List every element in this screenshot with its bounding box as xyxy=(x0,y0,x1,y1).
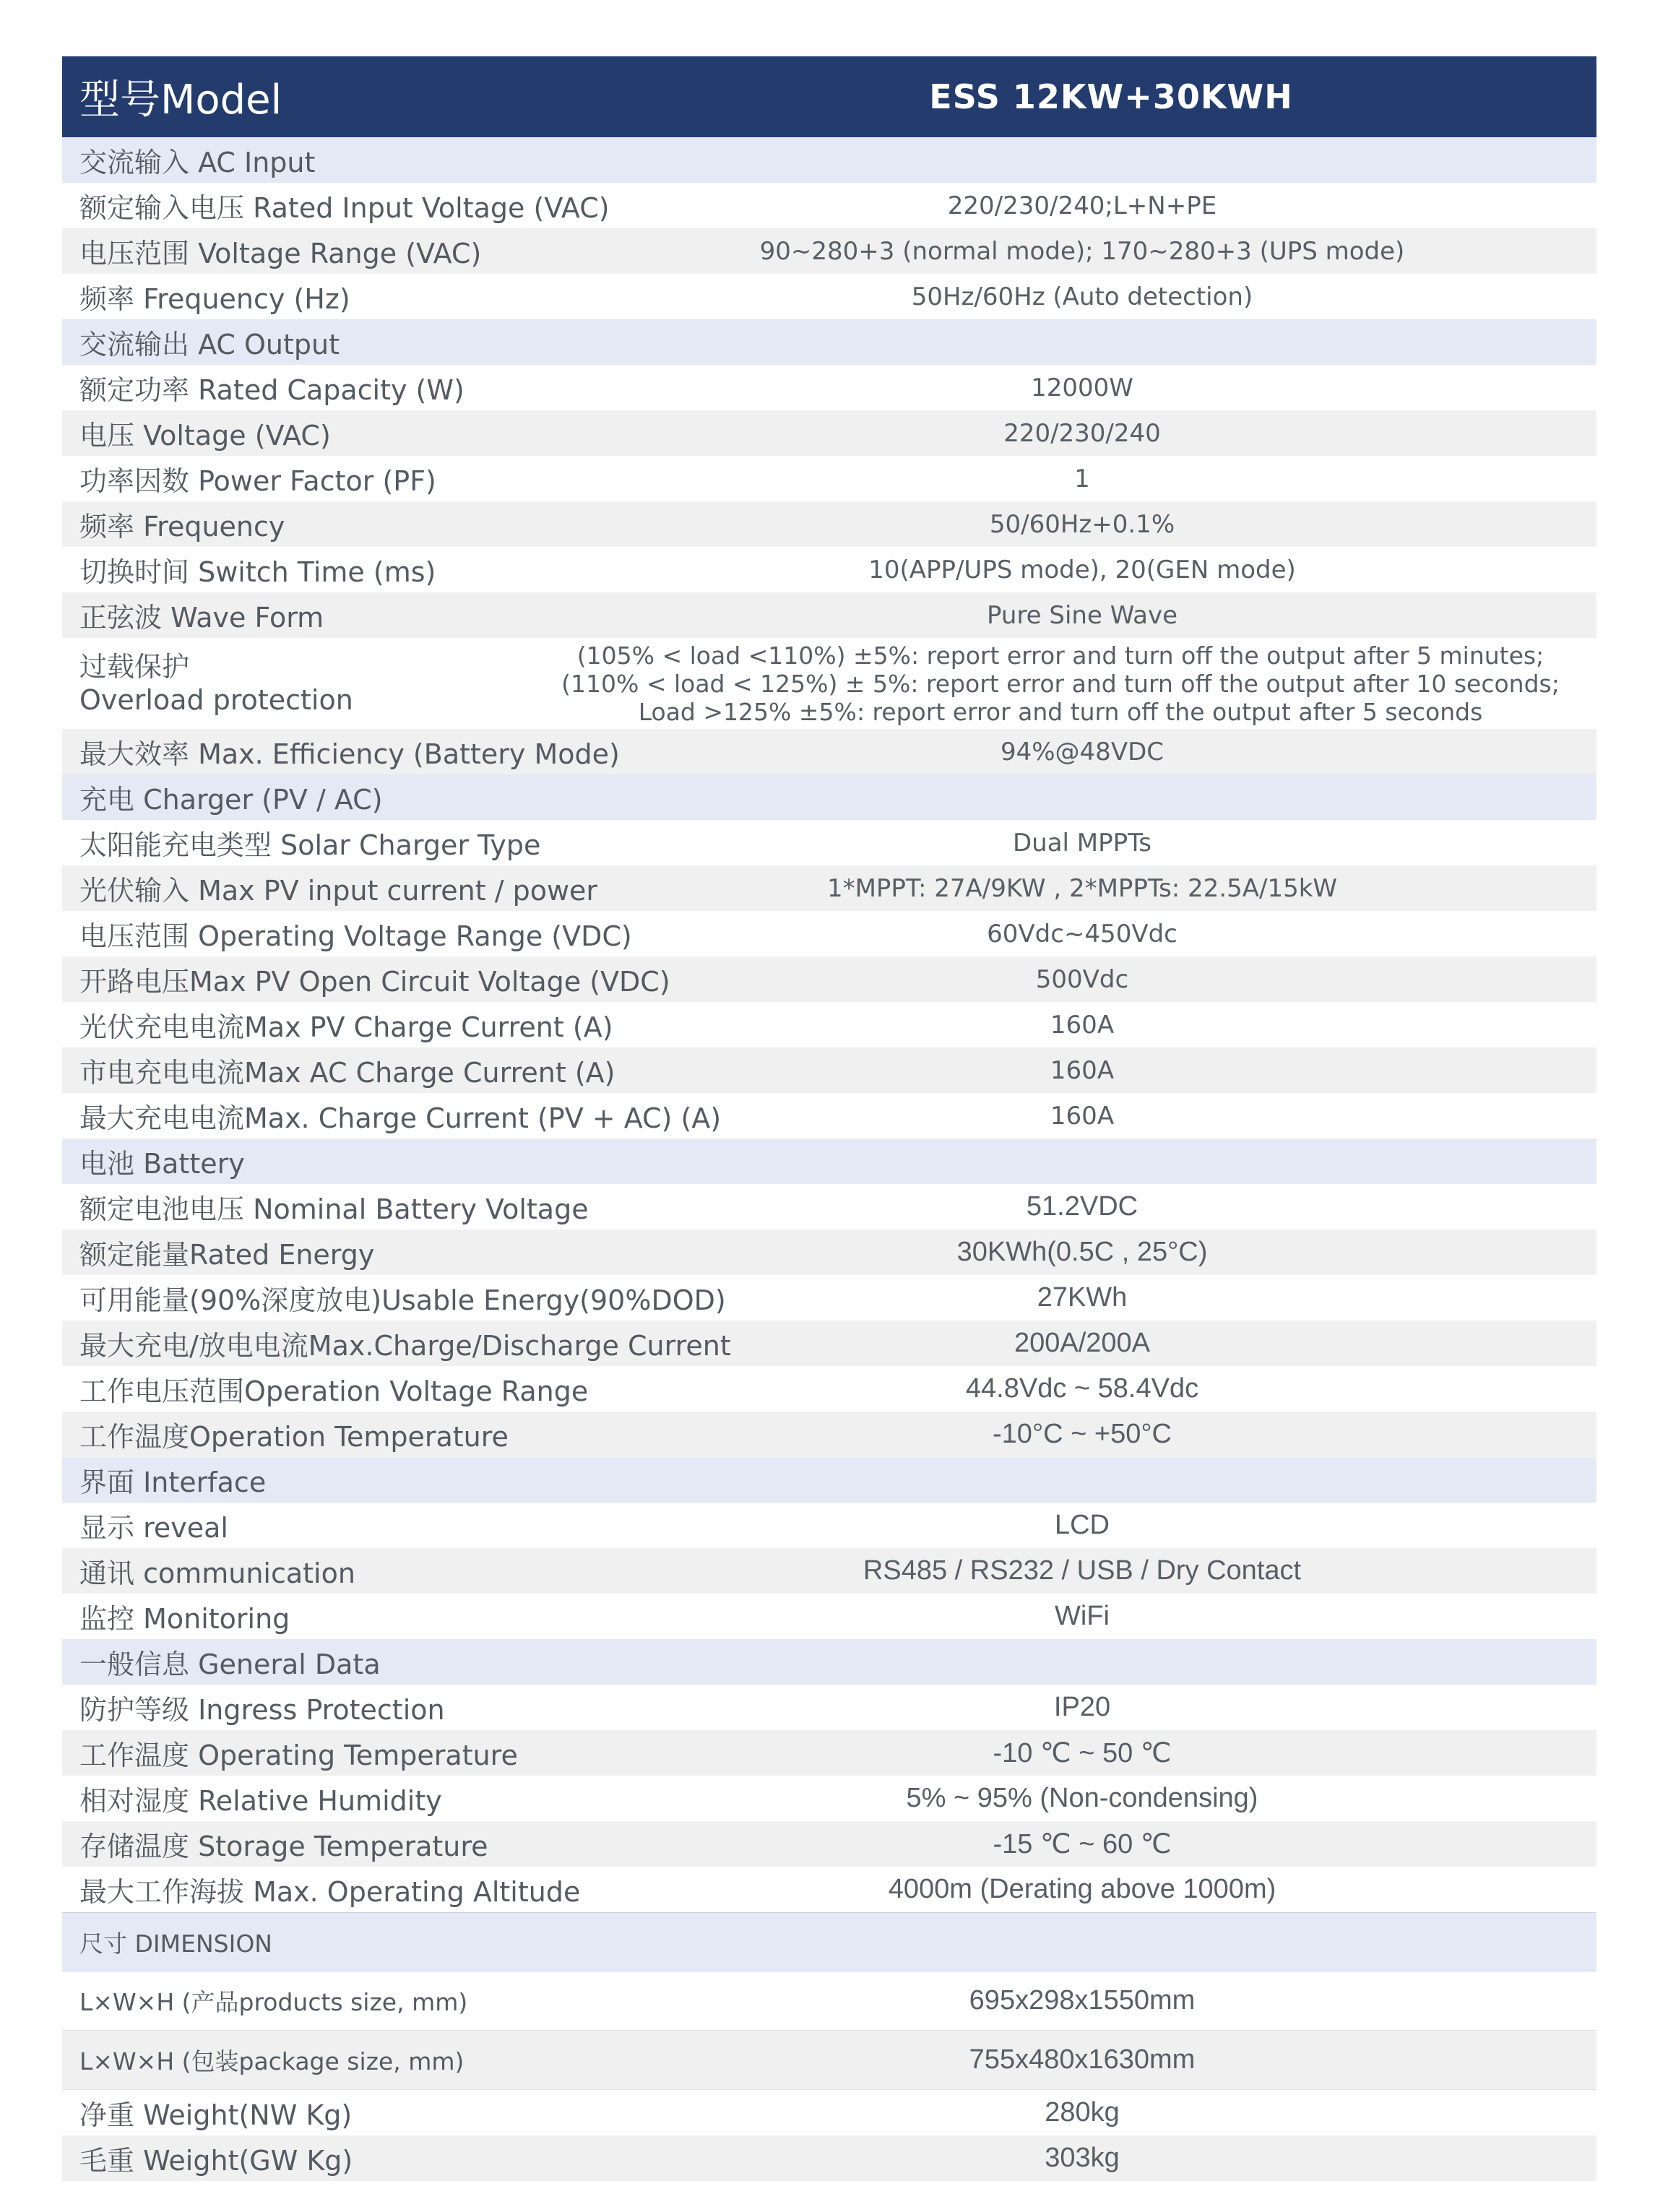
spec-row-frequency-hz xyxy=(62,274,1596,319)
spec-label: 额定电池电压 Nominal Battery Voltage xyxy=(79,1193,589,1225)
overload-rule-line: Load >125% ±5%: report error and turn off the output after 5 seconds xyxy=(638,697,1483,726)
spec-value: 220/230/240;L+N+PE xyxy=(947,191,1217,220)
spec-value: 44.8Vdc ~ 58.4Vdc xyxy=(965,1373,1199,1404)
spec-value: 27KWh xyxy=(1037,1282,1128,1313)
spec-value: 200A/200A xyxy=(1014,1328,1151,1358)
spec-row-solar-charger-type xyxy=(62,820,1596,865)
spec-row-voltage-vac xyxy=(62,410,1596,456)
spec-label: 额定功率 Rated Capacity (W) xyxy=(79,374,464,406)
spec-row-nominal-battery-voltage xyxy=(62,1184,1596,1230)
spec-row-operation-temperature xyxy=(62,1412,1596,1457)
spec-value: IP20 xyxy=(1053,1692,1111,1722)
model-header xyxy=(62,56,1596,137)
spec-value: 755x480x1630mm xyxy=(969,2044,1196,2075)
spec-row-voltage-range-vac xyxy=(62,228,1596,274)
spec-row-max-charge-current-pv-ac-a xyxy=(62,1093,1596,1139)
section-title: 界面 Interface xyxy=(79,1466,267,1498)
section-header-general-data xyxy=(62,1639,1596,1685)
overload-rule-line: (105% < load <110%) ±5%: report error and turn off the output after 5 minutes; xyxy=(576,641,1544,670)
spec-label: 相对湿度 Relative Humidity xyxy=(79,1785,442,1817)
section-header-battery xyxy=(62,1139,1596,1184)
section-title: 充电 Charger (PV / AC) xyxy=(79,784,383,816)
spec-label: 最大充电电流Max. Charge Current (PV + AC) (A) xyxy=(79,1102,722,1134)
spec-value: -10 ℃ ~ 50 ℃ xyxy=(993,1738,1172,1768)
spec-label: L×W×H (包装package size, mm) xyxy=(79,2047,464,2075)
spec-row-switch-time-ms xyxy=(62,547,1596,592)
spec-value: 30KWh(0.5C , 25°C) xyxy=(956,1237,1208,1267)
spec-label: 额定输入电压 Rated Input Voltage (VAC) xyxy=(79,192,610,224)
spec-label: 太阳能充电类型 Solar Charger Type xyxy=(79,829,541,861)
spec-value: 303kg xyxy=(1045,2143,1120,2173)
spec-row-l-w-h-products-size-mm xyxy=(62,1971,1596,2031)
spec-label: 电压范围 Voltage Range (VAC) xyxy=(79,238,482,269)
spec-row-l-w-h-package-size-mm xyxy=(62,2031,1596,2090)
spec-row-storage-temperature xyxy=(62,1821,1596,1867)
spec-row-operating-voltage-range-vdc xyxy=(62,911,1596,956)
spec-label: 工作温度Operation Temperature xyxy=(79,1421,509,1453)
spec-row-communication xyxy=(62,1548,1596,1594)
spec-value: 50Hz/60Hz (Auto detection) xyxy=(911,282,1253,311)
spec-label: 电压范围 Operating Voltage Range (VDC) xyxy=(79,920,632,952)
spec-value: 5% ~ 95% (Non-condensing) xyxy=(906,1783,1258,1813)
spec-value: 51.2VDC xyxy=(1026,1191,1138,1222)
spec-label: 电压 Voltage (VAC) xyxy=(79,420,331,452)
spec-value: 60Vdc~450Vdc xyxy=(987,919,1177,949)
spec-label: 通讯 communication xyxy=(79,1558,355,1589)
spec-value: -15 ℃ ~ 60 ℃ xyxy=(993,1829,1172,1859)
spec-table xyxy=(62,137,1596,2181)
spec-row-operating-temperature xyxy=(62,1730,1596,1776)
spec-value: -10°C ~ +50°C xyxy=(993,1419,1172,1449)
spec-label: 存储温度 Storage Temperature xyxy=(79,1831,488,1862)
spec-value: 50/60Hz+0.1% xyxy=(989,509,1175,539)
spec-value: 160A xyxy=(1050,1010,1115,1040)
spec-value: 94%@48VDC xyxy=(1000,737,1164,766)
spec-value: 220/230/240 xyxy=(1003,418,1161,448)
spec-row-relative-humidity xyxy=(62,1776,1596,1821)
spec-label-en: Overload protection xyxy=(79,684,353,716)
spec-label: 净重 Weight(NW Kg) xyxy=(79,2099,353,2131)
section-title: 交流输入 AC Input xyxy=(79,147,316,178)
spec-value: 160A xyxy=(1050,1055,1115,1085)
spec-label xyxy=(62,650,524,717)
spec-label: 正弦波 Wave Form xyxy=(79,602,324,634)
spec-value: 160A xyxy=(1050,1101,1115,1131)
spec-label-zh: 过载保护 xyxy=(79,651,190,683)
spec-value: 1*MPPT: 27A/9KW , 2*MPPTs: 22.5A/15kW xyxy=(826,873,1338,903)
spec-label: 光伏充电电流Max PV Charge Current (A) xyxy=(79,1011,613,1043)
spec-row-weight-nw-kg xyxy=(62,2090,1596,2135)
spec-label: 可用能量(90%深度放电)Usable Energy(90%DOD) xyxy=(79,1284,726,1316)
spec-value xyxy=(524,641,1596,726)
spec-row-rated-input-voltage-vac xyxy=(62,183,1596,228)
spec-value: 12000W xyxy=(1031,373,1133,402)
spec-label: 功率因数 Power Factor (PF) xyxy=(79,465,436,497)
spec-value: RS485 / RS232 / USB / Dry Contact xyxy=(863,1555,1302,1586)
spec-value: 4000m (Derating above 1000m) xyxy=(888,1874,1276,1904)
spec-row-ingress-protection xyxy=(62,1685,1596,1730)
section-header-interface xyxy=(62,1457,1596,1503)
spec-row-power-factor-pf xyxy=(62,456,1596,501)
spec-value: 1 xyxy=(1074,464,1090,493)
spec-label: 开路电压Max PV Open Circuit Voltage (VDC) xyxy=(79,966,670,998)
spec-row-rated-energy xyxy=(62,1230,1596,1275)
spec-label: 显示 reveal xyxy=(79,1512,228,1544)
spec-row-max-pv-charge-current-a xyxy=(62,1002,1596,1047)
model-label: 型号Model xyxy=(79,77,282,124)
spec-row-monitoring xyxy=(62,1594,1596,1639)
spec-row-max-ac-charge-current-a xyxy=(62,1047,1596,1093)
spec-label: 监控 Monitoring xyxy=(79,1603,290,1635)
spec-row-operation-voltage-range xyxy=(62,1366,1596,1412)
spec-label: 最大工作海拔 Max. Operating Altitude xyxy=(79,1876,581,1908)
section-header-dimension xyxy=(62,1912,1596,1971)
spec-label: 频率 Frequency (Hz) xyxy=(79,283,350,315)
spec-label: 额定能量Rated Energy xyxy=(79,1239,375,1271)
spec-label: 市电充电电流Max AC Charge Current (A) xyxy=(79,1057,615,1089)
spec-label: 防护等级 Ingress Protection xyxy=(79,1694,445,1726)
spec-label: 光伏输入 Max PV input current / power xyxy=(79,875,598,907)
spec-label: 毛重 Weight(GW Kg) xyxy=(79,2145,353,2177)
spec-value: Dual MPPTs xyxy=(1012,828,1151,857)
section-header-charger-pv-ac xyxy=(62,774,1596,820)
overload-rule-line: (110% < load < 125%) ± 5%: report error and turn off the output after 10 seconds; xyxy=(561,669,1560,698)
section-title: 交流输出 AC Output xyxy=(79,329,340,360)
model-value: ESS 12KW+30KWH xyxy=(929,77,1293,116)
spec-value: 90~280+3 (normal mode); 170~280+3 (UPS mode) xyxy=(759,236,1405,266)
spec-row-max-pv-input-current-power xyxy=(62,865,1596,911)
spec-row-row xyxy=(62,638,1596,729)
spec-value: WiFi xyxy=(1055,1601,1110,1631)
spec-row-max-efficiency-battery-mode xyxy=(62,729,1596,774)
section-title: 电池 Battery xyxy=(79,1148,245,1180)
spec-row-max-operating-altitude xyxy=(62,1867,1596,1912)
spec-value: LCD xyxy=(1054,1510,1110,1540)
spec-value: 500Vdc xyxy=(1035,964,1129,994)
spec-row-90-usable-energy-90-dod xyxy=(62,1275,1596,1321)
spec-label: 最大充电/放电电流Max.Charge/Discharge Current xyxy=(79,1330,731,1362)
spec-label: 切换时间 Switch Time (ms) xyxy=(79,556,436,588)
spec-row-wave-form xyxy=(62,592,1596,638)
section-title: 尺寸 DIMENSION xyxy=(79,1929,272,1958)
spec-sheet xyxy=(62,56,1596,2181)
spec-value: 280kg xyxy=(1045,2097,1120,2127)
spec-label: L×W×H (产品products size, mm) xyxy=(79,1988,468,2016)
spec-row-max-charge-discharge-current xyxy=(62,1321,1596,1366)
spec-row-rated-capacity-w xyxy=(62,365,1596,410)
section-header-ac-input xyxy=(62,137,1596,183)
spec-label: 最大效率 Max. Efficiency (Battery Mode) xyxy=(79,738,620,770)
section-header-ac-output xyxy=(62,319,1596,365)
section-title: 一般信息 General Data xyxy=(79,1649,381,1680)
spec-label: 频率 Frequency xyxy=(79,511,285,543)
spec-value: 695x298x1550mm xyxy=(969,1985,1196,2016)
spec-row-reveal xyxy=(62,1503,1596,1548)
spec-value: Pure Sine Wave xyxy=(986,600,1178,630)
spec-row-max-pv-open-circuit-voltage-vdc xyxy=(62,956,1596,1002)
spec-label: 工作电压范围Operation Voltage Range xyxy=(79,1375,589,1407)
spec-label: 工作温度 Operating Temperature xyxy=(79,1740,518,1771)
spec-row-frequency xyxy=(62,501,1596,547)
spec-row-weight-gw-kg xyxy=(62,2135,1596,2181)
spec-value: 10(APP/UPS mode), 20(GEN mode) xyxy=(868,555,1296,584)
